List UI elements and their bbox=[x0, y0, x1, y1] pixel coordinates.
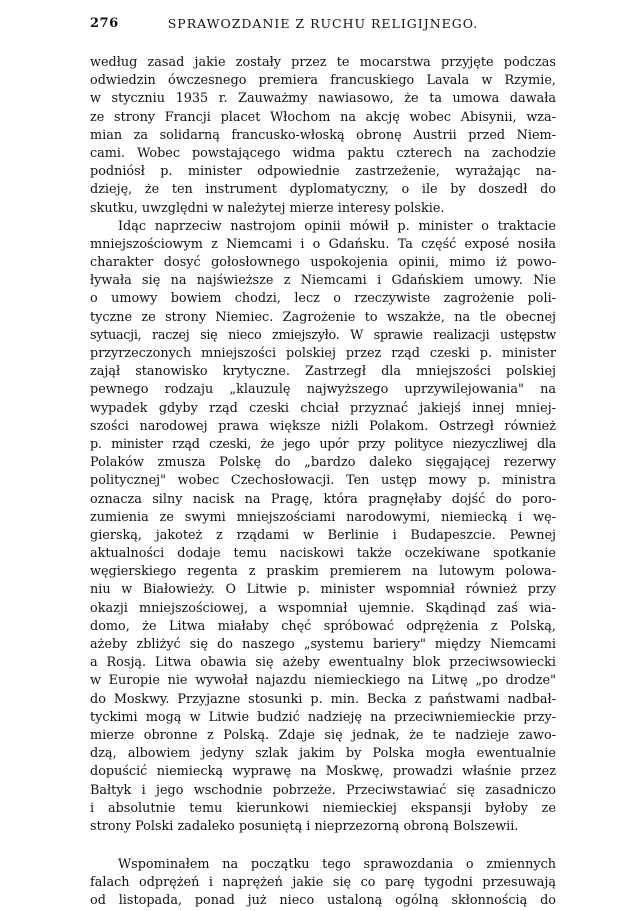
text-line: strony Polski zadaleko posuniętą i nieprzezorną obroną Bolszewii. bbox=[90, 818, 519, 834]
text-line: dopuścić niemiecką wyprawę na Moskwę, prowadzi właśnie przez bbox=[90, 764, 556, 780]
text-line: niu w Białowieży. O Litwie p. minister wspomniał również przy bbox=[90, 582, 556, 598]
text-line: mniejszościowym z Niemcami i o Gdańsku. Ta część exposé nosiła bbox=[90, 236, 556, 252]
paragraph bbox=[90, 54, 556, 218]
text-line: ze strony Francji placet Włochom na akcję wobec Abisynii, wza- bbox=[90, 109, 556, 125]
text-line: wypadek gdyby rząd czeski chciał przyznać jakiejś innej mniej- bbox=[90, 400, 556, 416]
text-line: Wspominałem na początku tego sprawozdania o zmiennych bbox=[118, 857, 556, 873]
running-title: SPRAWOZDANIE Z RUCHU RELIGIJNEGO. bbox=[167, 16, 479, 31]
page-header bbox=[90, 16, 556, 36]
text-line: aktualności dodaje temu naciskowi także oczekiwane spotkanie bbox=[90, 546, 556, 562]
text-line: a Rosją. Litwa obawia się ażeby ewentualny blok przeciwsowiecki bbox=[90, 655, 556, 671]
text-line: tyczne ze strony Niemiec. Zagrożenie to wszakże, na tle obecnej bbox=[90, 309, 556, 325]
text-line: Polaków zmusza Polskę do „bardzo daleko sięgającej rezerwy bbox=[90, 455, 556, 471]
text-line: w styczniu 1935 r. Zauważmy nawiasowo, że ta umowa dawała bbox=[90, 91, 556, 107]
text-line: Idąc naprzeciw nastrojom opinii mówił p. minister o traktacie bbox=[118, 218, 556, 234]
text-line: skutku, uwzględni w należytej mierze interesy polskie. bbox=[90, 200, 445, 216]
text-line: o umowy bowiem chodzi, lecz o rzeczywiste zagrożenie poli- bbox=[90, 291, 556, 307]
text-line: cami. Wobec powstającego widma paktu czterech na zachodzie bbox=[90, 145, 556, 161]
text-line: dzą, albowiem jedyny szlak jakim by Polska mogła ewentualnie bbox=[90, 746, 556, 762]
text-line: mian za solidarną francusko-włoską obronę Austrii przed Niem- bbox=[90, 127, 556, 143]
text-line: gierską, jakoteż z rządami w Berlinie i Budapeszcie. Pewnej bbox=[90, 527, 556, 543]
text-line: p. minister rząd czeski, że jego upór przy polityce niezyczliwej dla bbox=[90, 436, 556, 452]
paragraph-gap bbox=[90, 836, 556, 856]
body-text bbox=[90, 54, 556, 911]
text-line: charakter dosyć gołosłownego uspokojenia opinii, mimo iż powo- bbox=[90, 255, 556, 271]
text-line: oznacza silny nacisk na Pragę, która pragnęłaby dojść do poro- bbox=[90, 491, 556, 507]
text-line: falach odprężeń i naprężeń jakie się co parę tygodni przesuwają bbox=[90, 875, 556, 891]
text-line: pewnego rodzaju „klauzulę najwyższego uprzywilejowania" na bbox=[90, 382, 556, 398]
paragraph bbox=[90, 218, 556, 836]
text-line: w Europie nie wywołał najazdu niemieckiego na Litwę „po drodze" bbox=[90, 673, 556, 689]
text-line: przyrzeczonych mniejszości polskiej przez rząd czeski p. minister bbox=[90, 346, 556, 361]
text-line: mierze obronne z Polską. Zdaje się jednak, że te nadzieje zawo- bbox=[90, 727, 556, 743]
text-line: podniósł p. minister odpowiednie zastrzeżenie, wyrażając na- bbox=[90, 164, 556, 180]
text-line: tyckimi mogą w Litwie budzić nadzieję na przeciwniemieckie przy- bbox=[90, 709, 556, 725]
text-line: zumienia ze swymi mniejszościami narodowymi, niemiecką i wę- bbox=[90, 509, 556, 525]
text-line: odwiedzin ówczesnego premiera francuskiego Lavala w Rzymie, bbox=[90, 73, 556, 89]
text-line: ażeby zbliżyć się do naszego „systemu bariery" między Niemcami bbox=[90, 637, 556, 652]
text-line: zajął stanowisko krytyczne. Zastrzegł dla mniejszości polskiej bbox=[90, 364, 556, 380]
text-line: ływała się na najświeższe z Niemcami i Gdańskiem umowy. Nie bbox=[90, 273, 556, 289]
page-number: 276 bbox=[90, 16, 119, 31]
text-line: szości narodowej prawa większe niżli Polakom. Ostrzegł również bbox=[90, 418, 556, 434]
text-line: politycznej" wobec Czechosłowacji. Ten ustęp mowy p. ministra bbox=[90, 473, 556, 489]
text-line: domo, że Litwa miałaby chęć spróbować odprężenia z Polską, bbox=[90, 618, 556, 634]
text-line: okazji mniejszościowej, a wspomniał ujemnie. Skądinąd zaś wia- bbox=[90, 600, 556, 616]
paragraph bbox=[90, 856, 556, 911]
text-line: do Moskwy. Przyjazne stosunki p. min. Becka z państwami nadbał- bbox=[90, 691, 556, 707]
text-line: dzieję, że ten instrument dyplomatyczny, o ile by doszedł do bbox=[90, 182, 556, 198]
text-line: od listopada, ponad już nieco ustaloną ogólną skłonnością do bbox=[90, 893, 556, 909]
text-line: Bałtyk i jego wschodnie pobrzeże. Przeciwstawiać się zasadniczo bbox=[90, 782, 556, 798]
text-line: sytuacji, raczej się nieco zmiejszyło. W sprawie realizacji ustępstw bbox=[90, 327, 556, 343]
text-line: i absolutnie temu kierunkowi niemieckiej ekspansji byłoby ze bbox=[90, 800, 556, 816]
text-line: według zasad jakie zostały przez te mocarstwa przyjęte podczas bbox=[90, 55, 556, 70]
text-line: węgierskiego regenta z praskim premierem na lutowym polowa- bbox=[90, 564, 556, 580]
